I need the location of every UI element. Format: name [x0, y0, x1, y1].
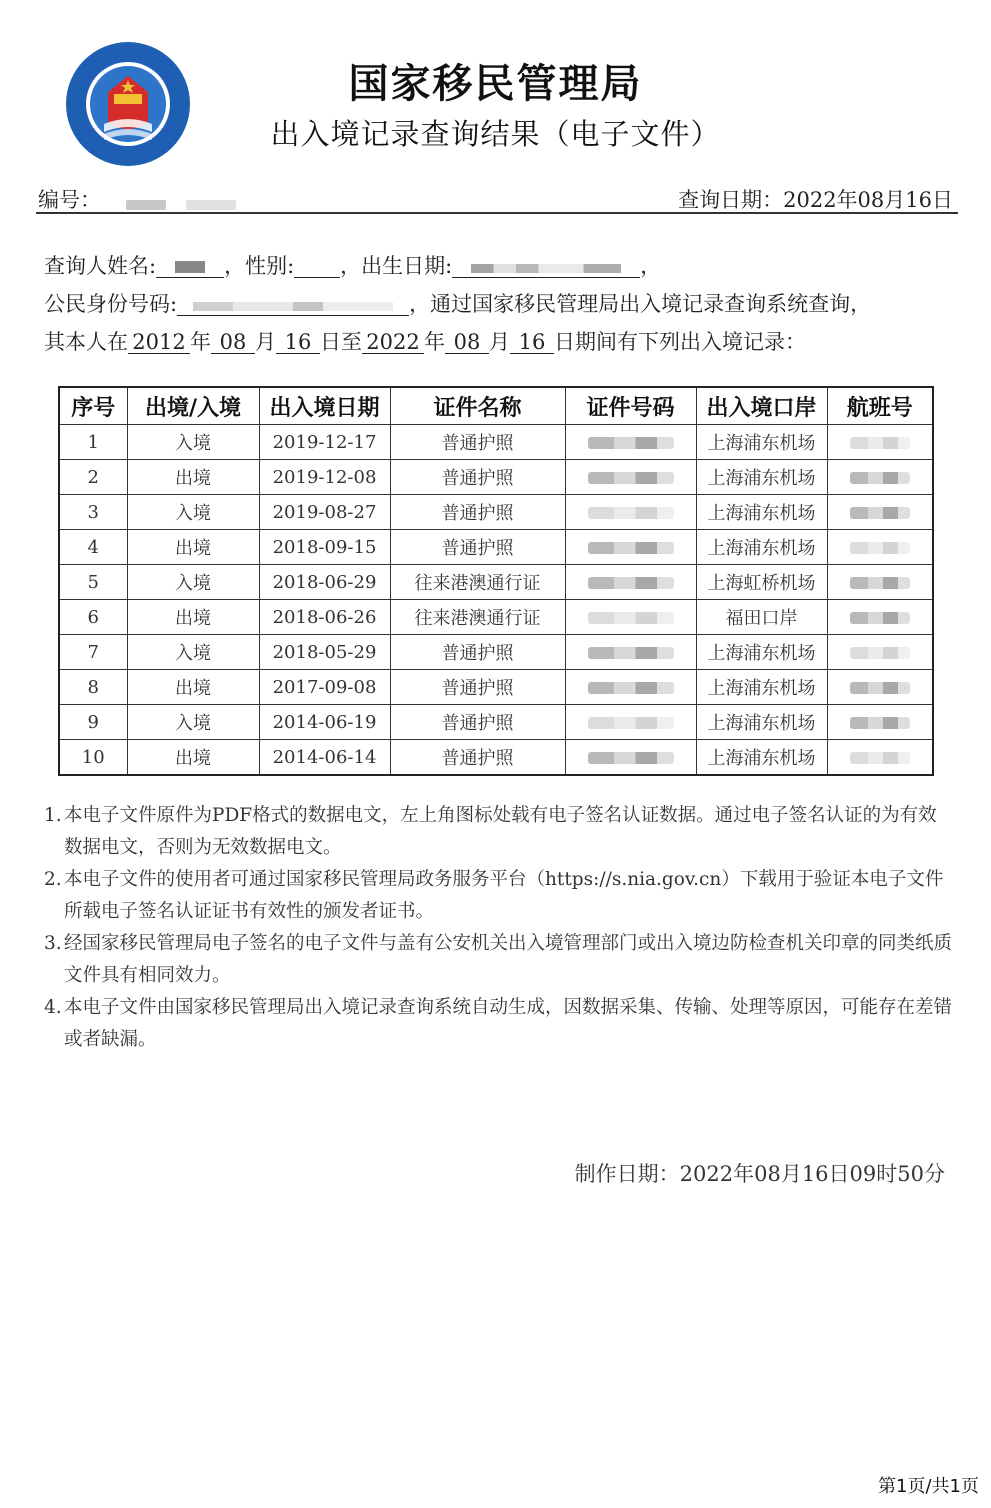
- col-header: 出境/入境: [127, 387, 259, 425]
- document-type-cell: 普通护照: [390, 530, 565, 565]
- seq-cell: 4: [59, 530, 127, 565]
- port-cell: 上海浦东机场: [696, 635, 827, 670]
- flight-number-cell: [827, 740, 933, 776]
- table-header-row: [59, 387, 933, 425]
- seq-cell: 10: [59, 740, 127, 776]
- redacted-value: [850, 542, 911, 554]
- date-cell: 2019-12-08: [259, 460, 390, 495]
- redacted-value: [850, 437, 911, 449]
- redacted-birthdate: [452, 255, 640, 278]
- col-header: 证件名称: [390, 387, 565, 425]
- document-number-cell: [565, 495, 696, 530]
- document-number-cell: [565, 565, 696, 600]
- flight-number-cell: [827, 425, 933, 460]
- direction-cell: 入境: [127, 635, 259, 670]
- redacted-value: [588, 647, 674, 659]
- redacted-gender: [294, 255, 340, 278]
- redacted-value: [588, 577, 674, 589]
- port-cell: 上海浦东机场: [696, 425, 827, 460]
- redacted-value: [588, 437, 674, 449]
- info-line-3: [44, 326, 806, 356]
- year-char: 年: [190, 330, 211, 354]
- note-text: 本电子文件原件为PDF格式的数据电文，左上角图标处载有电子签名认证数据。通过电子签名认证的为有效数据电文，否则为无效数据电文。: [64, 805, 937, 858]
- redacted-value: [588, 507, 674, 519]
- note-item: [44, 992, 954, 1056]
- redacted-value: [850, 577, 911, 589]
- id-label: 公民身份号码:: [44, 292, 178, 316]
- document-number-cell: [565, 740, 696, 776]
- table-row: [59, 635, 933, 670]
- note-text: 本电子文件的使用者可通过国家移民管理局政务服务平台（https://s.nia.gov.cn）下载用于验证本电子文件所载电子签名认证证书有效性的颁发者证书。: [64, 869, 944, 922]
- document-number-cell: [565, 635, 696, 670]
- direction-cell: 出境: [127, 670, 259, 705]
- to-month: 08: [445, 331, 489, 354]
- to-day: 16: [510, 331, 554, 354]
- seq-cell: 6: [59, 600, 127, 635]
- note-number: 3.: [44, 933, 62, 954]
- document-type-cell: 普通护照: [390, 635, 565, 670]
- seq-cell: 3: [59, 495, 127, 530]
- note-number: 2.: [44, 869, 62, 890]
- document-title: 国家移民管理局: [348, 60, 643, 107]
- date-cell: 2019-12-17: [259, 425, 390, 460]
- query-date: 查询日期：2022年08月16日: [678, 188, 953, 212]
- month-char: 月: [255, 330, 276, 354]
- document-type-cell: 普通护照: [390, 705, 565, 740]
- info-line-1: [44, 250, 661, 280]
- document-subtitle: 出入境记录查询结果（电子文件）: [270, 117, 721, 151]
- from-month: 08: [211, 331, 255, 354]
- line2-rest: ，通过国家移民管理局出入境记录查询系统查询，: [409, 292, 872, 316]
- port-cell: 福田口岸: [696, 600, 827, 635]
- redacted-value: [850, 752, 911, 764]
- redacted-value: [588, 472, 674, 484]
- date-cell: 2018-05-29: [259, 635, 390, 670]
- redacted-value: [850, 717, 911, 729]
- records-table: [58, 386, 934, 776]
- year-char-2: 年: [424, 330, 445, 354]
- redacted-value: [588, 612, 674, 624]
- line3-prefix: 其本人在: [44, 330, 128, 354]
- flight-number-cell: [827, 635, 933, 670]
- document-number-cell: [565, 670, 696, 705]
- note-number: 4.: [44, 997, 62, 1018]
- direction-cell: 出境: [127, 530, 259, 565]
- document-type-cell: 往来港澳通行证: [390, 600, 565, 635]
- direction-cell: 出境: [127, 460, 259, 495]
- seq-cell: 5: [59, 565, 127, 600]
- direction-cell: 入境: [127, 565, 259, 600]
- redacted-value: [588, 682, 674, 694]
- document-type-cell: 普通护照: [390, 425, 565, 460]
- seq-cell: 9: [59, 705, 127, 740]
- port-cell: 上海虹桥机场: [696, 565, 827, 600]
- seq-cell: 1: [59, 425, 127, 460]
- flight-number-cell: [827, 495, 933, 530]
- date-cell: 2019-08-27: [259, 495, 390, 530]
- redacted-value: [850, 647, 911, 659]
- date-cell: 2014-06-14: [259, 740, 390, 776]
- flight-number-cell: [827, 600, 933, 635]
- flight-number-cell: [827, 530, 933, 565]
- table-row: [59, 425, 933, 460]
- redacted-value: [850, 612, 911, 624]
- document-type-cell: 普通护照: [390, 740, 565, 776]
- from-day: 16: [276, 331, 320, 354]
- redacted-value: [588, 542, 674, 554]
- note-text: 经国家移民管理局电子签名的电子文件与盖有公安机关出入境管理部门或出入境边防检查机关印章的同类纸质文件具有相同效力。: [64, 933, 953, 986]
- direction-cell: 入境: [127, 425, 259, 460]
- line3-post: 日期间有下列出入境记录：: [554, 330, 806, 354]
- col-header: 航班号: [827, 387, 933, 425]
- date-cell: 2014-06-19: [259, 705, 390, 740]
- date-cell: 2018-09-15: [259, 530, 390, 565]
- document-number-cell: [565, 460, 696, 495]
- name-label: 查询人姓名:: [44, 254, 157, 278]
- direction-cell: 入境: [127, 495, 259, 530]
- flight-number-cell: [827, 460, 933, 495]
- gender-label: ，性别:: [224, 254, 295, 278]
- document-number-cell: [565, 705, 696, 740]
- port-cell: 上海浦东机场: [696, 530, 827, 565]
- date-cell: 2018-06-26: [259, 600, 390, 635]
- page-indicator: 第1页/共1页: [878, 1476, 979, 1497]
- line1-end: ，: [640, 254, 662, 278]
- redacted-value: [588, 752, 674, 764]
- table-row: [59, 670, 933, 705]
- info-line-2: [44, 288, 871, 318]
- document-number-cell: [565, 425, 696, 460]
- birth-label: ，出生日期:: [340, 254, 453, 278]
- note-text: 本电子文件由国家移民管理局出入境记录查询系统自动生成，因数据采集、传输、处理等原因，可能存在差错或者缺漏。: [64, 997, 953, 1050]
- document-number-cell: [565, 600, 696, 635]
- table-row: [59, 600, 933, 635]
- month-char-2: 月: [489, 330, 510, 354]
- serial-number-label: 编号：: [38, 188, 101, 212]
- port-cell: 上海浦东机场: [696, 740, 827, 776]
- port-cell: 上海浦东机场: [696, 460, 827, 495]
- note-item: [44, 928, 954, 992]
- col-header: 出入境日期: [259, 387, 390, 425]
- from-year: 2012: [128, 331, 190, 354]
- document-number-cell: [565, 530, 696, 565]
- direction-cell: 出境: [127, 740, 259, 776]
- notes-section: [44, 800, 954, 1056]
- col-header: 序号: [59, 387, 127, 425]
- port-cell: 上海浦东机场: [696, 670, 827, 705]
- redacted-serial: [126, 200, 166, 210]
- note-item: [44, 800, 954, 864]
- table-row: [59, 495, 933, 530]
- header-divider: [36, 212, 958, 214]
- document-type-cell: 往来港澳通行证: [390, 565, 565, 600]
- to-year: 2022: [362, 331, 424, 354]
- table-row: [59, 740, 933, 776]
- date-cell: 2017-09-08: [259, 670, 390, 705]
- redacted-name: [156, 255, 224, 278]
- redacted-value: [850, 507, 911, 519]
- date-cell: 2018-06-29: [259, 565, 390, 600]
- flight-number-cell: [827, 705, 933, 740]
- redacted-value: [850, 682, 911, 694]
- document-type-cell: 普通护照: [390, 670, 565, 705]
- flight-number-cell: [827, 565, 933, 600]
- port-cell: 上海浦东机场: [696, 495, 827, 530]
- port-cell: 上海浦东机场: [696, 705, 827, 740]
- redacted-id-number: [177, 293, 409, 316]
- redacted-value: [588, 717, 674, 729]
- col-header: 出入境口岸: [696, 387, 827, 425]
- table-row: [59, 565, 933, 600]
- col-header: 证件号码: [565, 387, 696, 425]
- seq-cell: 8: [59, 670, 127, 705]
- table-row: [59, 530, 933, 565]
- direction-cell: 入境: [127, 705, 259, 740]
- document-type-cell: 普通护照: [390, 495, 565, 530]
- flight-number-cell: [827, 670, 933, 705]
- direction-cell: 出境: [127, 600, 259, 635]
- to-char: 日至: [320, 330, 362, 354]
- redacted-serial: [186, 200, 236, 210]
- note-number: 1.: [44, 805, 62, 826]
- seq-cell: 2: [59, 460, 127, 495]
- seq-cell: 7: [59, 635, 127, 670]
- redacted-value: [850, 472, 911, 484]
- document-type-cell: 普通护照: [390, 460, 565, 495]
- table-row: [59, 460, 933, 495]
- note-item: [44, 864, 954, 928]
- table-row: [59, 705, 933, 740]
- production-date: 制作日期：2022年08月16日09时50分: [574, 1162, 945, 1186]
